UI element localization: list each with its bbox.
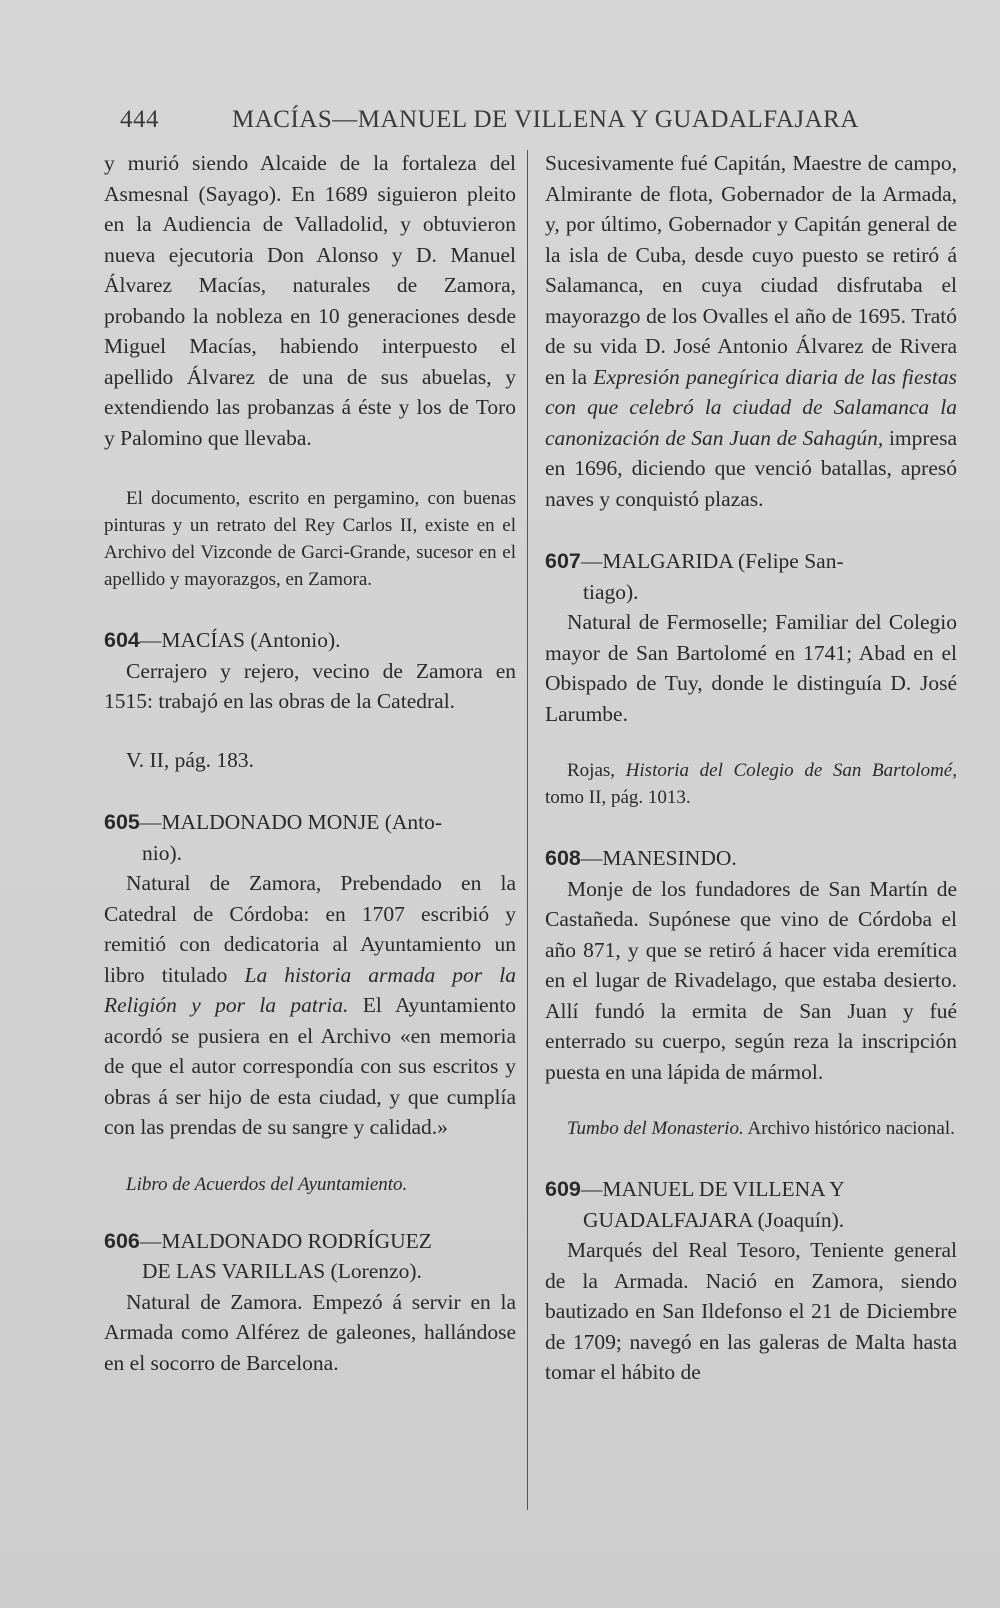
entry-606	[104, 1226, 516, 1379]
entry-title-continuation: tiago).	[583, 579, 639, 604]
body-text: Sucesivamente fué Capitán, Maestre de campo, Almirante de flota, Gobernador de la Armada, y, por último, Gobernador y Capitán general de la isla de Cuba, desde cuyo puesto se retiró á Salamanca, en cuya ciudad disfrutaba el mayorazgo de los Ovalles el año de 1695. Trató de su vida D. José Antonio Álvarez de Rivera en la	[545, 151, 957, 389]
source-title: Tumbo del Monasterio.	[567, 1118, 744, 1139]
entry-heading	[545, 843, 957, 874]
running-title: MACÍAS—MANUEL DE VILLENA Y GUADALFAJARA	[232, 106, 859, 133]
entry-title: —MANUEL DE VILLENA Y	[580, 1177, 845, 1201]
entry-number: 606	[104, 1228, 140, 1253]
book-title: La historia armada por la Religión y por la patria.	[104, 962, 516, 1017]
entry-605	[104, 807, 516, 1198]
body-text: impresa en 1696, diciendo que venció batallas, apresó naves y conquistó plazas.	[545, 425, 957, 511]
entry-source	[545, 1115, 957, 1142]
entry-title: —MALGARIDA (Felipe San-	[580, 549, 844, 573]
left-column	[104, 148, 516, 1378]
entry-number: 604	[104, 628, 140, 652]
document-note: El documento, escrito en pergamino, con buenas pinturas y un retrato del Rey Carlos II, existe en el Archivo del Vizconde de Garci-Grande, sucesor en el apellido y mayorazgos, en Zamora.	[104, 488, 516, 590]
entry-heading	[545, 1174, 957, 1235]
entry-title-continuation: DE LAS VARILLAS (Lorenzo).	[142, 1259, 422, 1283]
source-text: Archivo histórico nacional.	[743, 1118, 955, 1139]
entry-heading	[104, 1226, 516, 1287]
entry-source	[545, 757, 957, 811]
continuation-paragraph: y murió siendo Alcaide de la fortaleza del Asmesnal (Sayago). En 1689 siguieron pleito en la Audiencia de Valladolid, y obtuvieron nueva ejecutoria Don Alonso y D. Manuel Álvarez Macías, naturales de Zamora, probando la nobleza en 10 generaciones desde Miguel Macías, habiendo interpuesto el apellido Álvarez de una de sus abuelas, y extendiendo las probanzas á éste y los de Toro y Palomino que llevaba.	[104, 151, 516, 450]
body-text: Natural de Zamora, Prebendado en la Catedral de Córdoba: en 1707 escribió y remitió con dedicatoria al Ayuntamiento un libro titulado	[104, 871, 516, 987]
entry-source: V. II, pág. 183.	[126, 747, 254, 772]
right-column	[545, 148, 957, 1388]
entry-title-continuation: nio).	[142, 840, 183, 865]
page-number: 444	[120, 106, 159, 133]
entry-heading	[104, 807, 516, 868]
entry-604	[104, 625, 516, 775]
entry-body: Cerrajero y rejero, vecino de Zamora en 1515: trabajó en las obras de la Catedral.	[104, 658, 516, 713]
entry-heading	[104, 625, 516, 656]
source-text: tomo II, pág. 1013.	[545, 787, 691, 808]
entry-title-continuation: GUADALFAJARA (Joaquín).	[583, 1207, 845, 1232]
column-divider	[527, 150, 528, 1510]
entry-source: Libro de Acuerdos del Ayuntamiento.	[126, 1173, 408, 1195]
continuation-paragraph	[545, 148, 957, 514]
entry-body: Natural de Zamora. Empezó á servir en la Armada como Alférez de galeones, hallándose en el socorro de Barcelona.	[104, 1289, 516, 1375]
entry-body: Monje de los fundadores de San Martín de Castañeda. Supónese que vino de Córdoba el año 871, y que se retiró á hacer vida eremítica en el lugar de Rivadelago, que estaba desierto. Allí fundó la ermita de San Juan y fué enterrado su cuerpo, según reza la inscripción puesta en una lápida de mármol.	[545, 876, 957, 1084]
entry-body: Marqués del Real Tesoro, Teniente general de la Armada. Nació en Zamora, siendo bautizado en San Ildefonso el 21 de Diciembre de 1709; navegó en las galeras de Malta hasta tomar el hábito de	[545, 1238, 957, 1384]
source-text: Rojas,	[567, 760, 626, 781]
book-title: Expresión panegírica diaria de las fiestas con que celebró la ciudad de Salamanca la canonización de San Juan de Sahagún,	[545, 364, 958, 450]
entry-heading	[545, 546, 957, 607]
entry-title: —MALDONADO RODRÍGUEZ	[139, 1228, 432, 1253]
source-title: Historia del Colegio de San Bartolomé,	[625, 760, 957, 781]
body-text: El Ayuntamiento acordó se pusiera en el Archivo «en memoria de que el autor correspondía con sus escritos y obras á ser hijo de esta ciudad, y que cumplía con las prendas de su sangre y calidad.»	[104, 993, 517, 1139]
entry-number: 609	[545, 1177, 581, 1201]
entry-607	[545, 546, 957, 811]
entry-title: —MACÍAS (Antonio).	[139, 628, 341, 652]
entry-number: 607	[545, 549, 581, 573]
entry-number: 605	[104, 810, 140, 834]
entry-title: —MALDONADO MONJE (Anto-	[139, 810, 443, 834]
entry-number: 608	[545, 846, 581, 870]
entry-608	[545, 843, 957, 1142]
entry-body	[104, 868, 516, 1143]
entry-title: —MANESINDO.	[580, 846, 737, 870]
entry-609	[545, 1174, 957, 1388]
entry-body: Natural de Fermoselle; Familiar del Colegio mayor de San Bartolomé en 1741; Abad en el Obispado de Tuy, donde le distinguía D. José Larumbe.	[545, 610, 957, 726]
